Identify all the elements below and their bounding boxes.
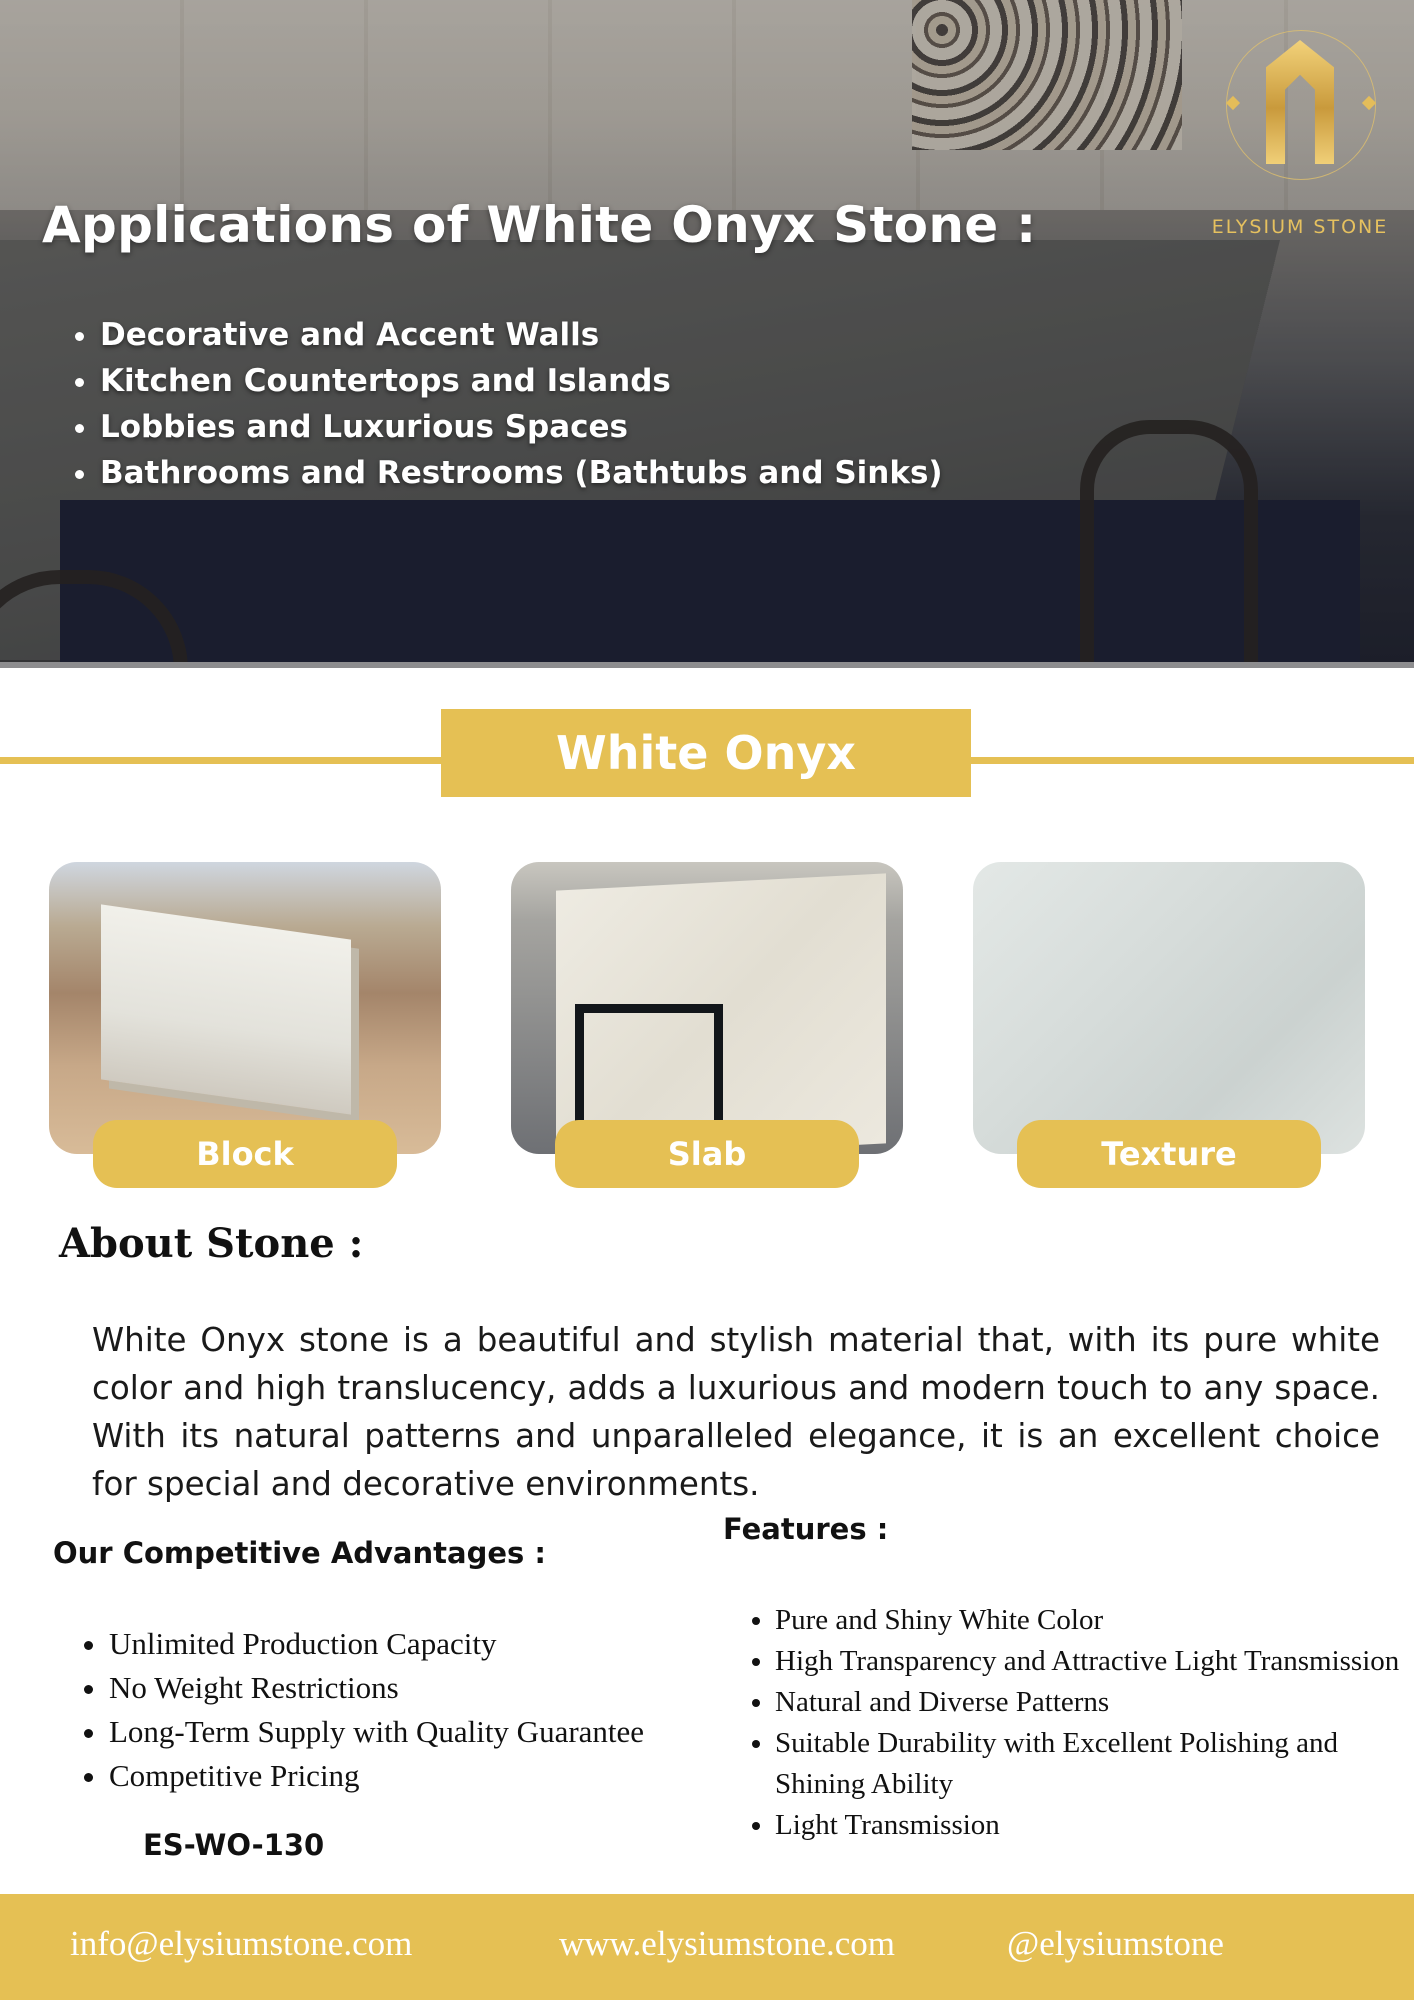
advantages-title: Our Competitive Advantages : [53, 1536, 546, 1570]
hero-title: Applications of White Onyx Stone : [42, 196, 1037, 254]
feature-item: • Suitable Durability with Excellent Polishing and Shining Ability [775, 1723, 1414, 1805]
footer-email-link[interactable]: info@elysiumstone.com [70, 1924, 413, 1963]
section-rule-right [970, 757, 1414, 764]
features-title-text: Features [723, 1512, 867, 1546]
section-title: White Onyx [441, 709, 971, 797]
about-text: White Onyx stone is a beautiful and stylish material that, with its pure white color and high translucency, adds a luxurious and modern touch to any space. With its natural patterns and unparalleled elegance, it is an excellent choice for special and decorative environments. [92, 1321, 1380, 1503]
hero-bottom-edge [0, 662, 1414, 668]
advantage-item: • Long-Term Supply with Quality Guarantee [109, 1710, 644, 1754]
features-title-colon: : [866, 1512, 889, 1546]
block-label: Block [93, 1120, 397, 1188]
application-item: • Bathrooms and Restrooms (Bathtubs and Sinks) [100, 450, 943, 496]
about-title: About Stone : [59, 1220, 364, 1267]
application-item: • Decorative and Accent Walls [100, 312, 943, 358]
footer-website-link[interactable]: www.elysiumstone.com [559, 1924, 896, 1963]
section-rule-left [0, 757, 442, 764]
texture-label: Texture [1017, 1120, 1321, 1188]
slab-label: Slab [555, 1120, 859, 1188]
features-title [723, 1512, 888, 1546]
applications-list [60, 312, 943, 496]
feature-item: • Light Transmission [775, 1805, 1414, 1846]
feature-item: • Pure and Shiny White Color [775, 1600, 1414, 1641]
application-item: • Kitchen Countertops and Islands [100, 358, 943, 404]
product-code: ES-WO-130 [143, 1828, 325, 1862]
advantage-item: • Competitive Pricing [109, 1754, 644, 1798]
advantage-item: • Unlimited Production Capacity [109, 1622, 644, 1666]
feature-item: • Natural and Diverse Patterns [775, 1682, 1414, 1723]
slab-photo [511, 862, 903, 1154]
advantages-list [68, 1622, 644, 1798]
advantage-item: • No Weight Restrictions [109, 1666, 644, 1710]
footer [0, 1894, 1414, 2000]
application-item: • Lobbies and Luxurious Spaces [100, 404, 943, 450]
block-photo [49, 862, 441, 1154]
logo-brand-name: ELYSIUM STONE [1211, 216, 1389, 238]
logo [1208, 18, 1392, 238]
footer-social-link[interactable]: @elysiumstone [1007, 1924, 1224, 1963]
texture-photo [973, 862, 1365, 1154]
onyx-block-shape [101, 904, 351, 1114]
feature-item: • High Transparency and Attractive Light Transmission [775, 1641, 1414, 1682]
features-list [734, 1600, 1414, 1846]
